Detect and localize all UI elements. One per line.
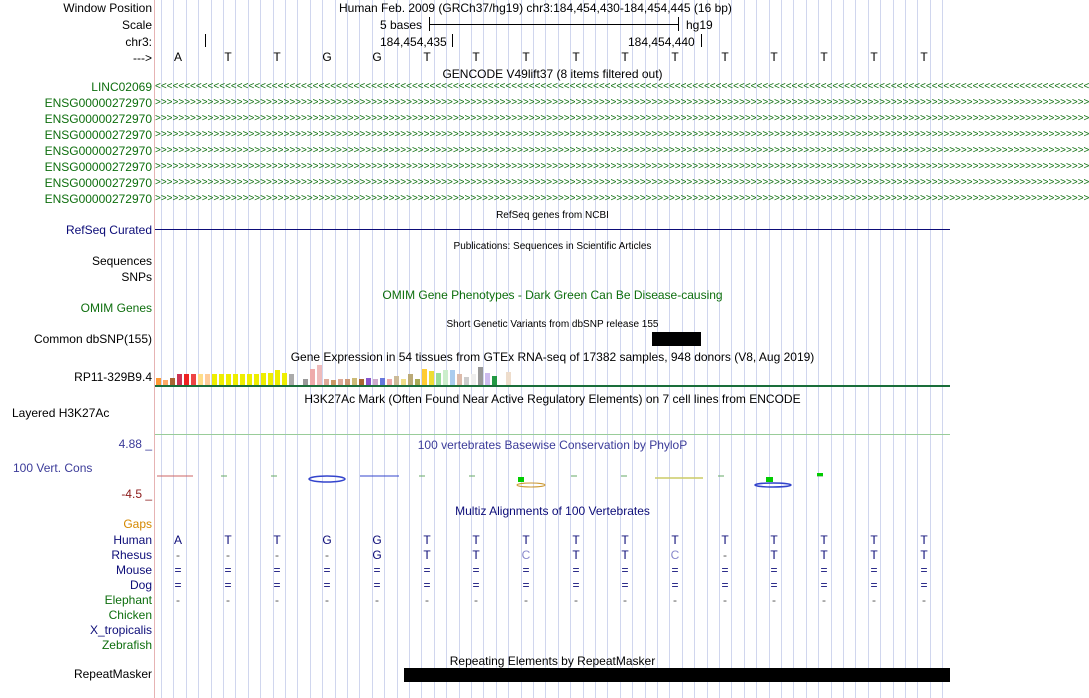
alignment-base: -	[325, 548, 329, 562]
gtex-tissue-bar[interactable]	[317, 365, 322, 385]
omim-track-label[interactable]: OMIM Genes	[80, 301, 152, 315]
alignment-base: T	[820, 548, 828, 562]
h3k27ac-track-label[interactable]: Layered H3K27Ac	[12, 406, 110, 420]
gtex-tissue-bar[interactable]	[492, 376, 497, 385]
alignment-base: T	[572, 533, 580, 547]
alignment-base: =	[522, 578, 530, 592]
gtex-tissue-bar[interactable]	[478, 367, 483, 385]
alignment-base: -	[772, 593, 776, 607]
repeatmasker-track-label[interactable]: RepeatMasker	[73, 667, 152, 681]
gtex-baseline	[155, 385, 950, 387]
alignment-base: =	[423, 563, 431, 577]
scale-bar	[429, 24, 678, 25]
alignment-base: G	[322, 533, 332, 547]
alignment-base: T	[423, 548, 431, 562]
alignment-base: =	[522, 563, 530, 577]
alignment-base: =	[472, 578, 480, 592]
gtex-tissue-bar[interactable]	[261, 373, 266, 385]
conservation-min-label: -4.5 _	[121, 487, 152, 501]
alignment-base: =	[770, 578, 778, 592]
scale-label: Scale	[121, 18, 152, 32]
scale-bar-right-tick	[678, 17, 679, 31]
gtex-tissue-bar[interactable]	[177, 374, 182, 385]
gtex-tissue-bar[interactable]	[429, 371, 434, 385]
alignment-base: =	[820, 578, 828, 592]
gtex-expression-bars[interactable]	[156, 365, 536, 385]
ruler-tick-major	[205, 34, 206, 47]
conservation-track-title[interactable]: 100 vertebrates Basewise Conservation by PhyloP	[417, 438, 688, 452]
alignment-base: -	[226, 548, 230, 562]
gtex-tissue-bar[interactable]	[212, 374, 217, 385]
sequence-base: A	[173, 50, 182, 64]
gene-model-line[interactable]: >>>>>>>>>>>>>>>>>>>>>>>>>>>>>>>>>>>>>>>>>>>>>>>>>>>>>>>>>>>>>>>>>>>>>>>>>>>>>>>>>>>>>>>>>>>>>>>>>>>>>>>>>>>>>>>>>>>>>>>>>>>>>>>>>>>>>>>>>>>>>>>>>>>>>>>>>>>>>>>>	[155, 177, 1089, 188]
strand-arrow-label: --->	[133, 51, 152, 65]
gene-model-line[interactable]: <<<<<<<<<<<<<<<<<<<<<<<<<<<<<<<<<<<<<<<<<<<<<<<<<<<<<<<<<<<<<<<<<<<<<<<<<<<<<<<<<<<<<<<<<<<<<<<<<<<<<<<<<<<<<<<<<<<<<<<<<<<<<<<<<<<<<<<<<<<<<<<<<<<<<<<<<<<<<<<<	[155, 81, 1089, 92]
ruler-tick-major	[701, 34, 702, 47]
alignment-base: -	[325, 593, 329, 607]
alignment-base: =	[273, 563, 281, 577]
scale-assembly: hg19	[686, 18, 713, 32]
alignment-base: C	[670, 548, 680, 562]
alignment-base: =	[323, 563, 331, 577]
alignment-base: =	[721, 578, 729, 592]
alignment-base: T	[621, 548, 629, 562]
gtex-tissue-bar[interactable]	[366, 378, 371, 385]
gtex-tissue-bar[interactable]	[247, 374, 252, 385]
alignment-base: =	[323, 578, 331, 592]
alignment-base: C	[521, 548, 531, 562]
gtex-tissue-bar[interactable]	[156, 378, 161, 385]
gtex-tissue-bar[interactable]	[219, 374, 224, 385]
alignment-base: T	[721, 533, 729, 547]
alignment-base: -	[226, 593, 230, 607]
gtex-track-label[interactable]: RP11-329B9.4	[74, 370, 152, 384]
multiz-track-title[interactable]: Multiz Alignments of 100 Vertebrates	[455, 504, 650, 518]
alignment-base: =	[224, 578, 232, 592]
h3k27ac-track-title[interactable]: H3K27Ac Mark (Often Found Near Active Regulatory Elements) on 7 cell lines from ENCODE	[304, 392, 801, 406]
gtex-tissue-bar[interactable]	[191, 374, 196, 385]
publications-snps-label[interactable]: SNPs	[121, 270, 152, 284]
multiz-species-label[interactable]: X_tropicalis	[89, 623, 152, 637]
gtex-tissue-bar[interactable]	[380, 378, 385, 385]
gene-model-line[interactable]: >>>>>>>>>>>>>>>>>>>>>>>>>>>>>>>>>>>>>>>>>>>>>>>>>>>>>>>>>>>>>>>>>>>>>>>>>>>>>>>>>>>>>>>>>>>>>>>>>>>>>>>>>>>>>>>>>>>>>>>>>>>>>>>>>>>>>>>>>>>>>>>>>>>>>>>>>>>>>>>>	[155, 161, 1089, 172]
gtex-tissue-bar[interactable]	[471, 374, 476, 385]
track-label-column	[0, 0, 154, 698]
sequence-base: T	[870, 50, 878, 64]
alignment-base: -	[275, 593, 279, 607]
conservation-max-label: 4.88 _	[118, 437, 152, 451]
alignment-base: -	[176, 593, 180, 607]
alignment-base: =	[721, 563, 729, 577]
alignment-base: -	[474, 593, 478, 607]
alignment-base: T	[920, 533, 928, 547]
refseq-gene-line[interactable]	[155, 229, 950, 230]
sequence-base: G	[322, 50, 332, 64]
sequence-base: T	[522, 50, 530, 64]
conservation-track-label[interactable]: 100 Vert. Cons	[13, 461, 93, 475]
multiz-species-label[interactable]: Dog	[129, 578, 152, 592]
refseq-track-label[interactable]: RefSeq Curated	[65, 223, 152, 237]
alignment-base: T	[273, 533, 281, 547]
gtex-tissue-bar[interactable]	[282, 373, 287, 385]
alignment-base: -	[723, 593, 727, 607]
browser-image[interactable]	[155, 0, 1089, 698]
gene-model-line[interactable]: >>>>>>>>>>>>>>>>>>>>>>>>>>>>>>>>>>>>>>>>>>>>>>>>>>>>>>>>>>>>>>>>>>>>>>>>>>>>>>>>>>>>>>>>>>>>>>>>>>>>>>>>>>>>>>>>>>>>>>>>>>>>>>>>>>>>>>>>>>>>>>>>>>>>>>>>>>>>>>>>	[155, 113, 1089, 124]
gene-model-line[interactable]: >>>>>>>>>>>>>>>>>>>>>>>>>>>>>>>>>>>>>>>>>>>>>>>>>>>>>>>>>>>>>>>>>>>>>>>>>>>>>>>>>>>>>>>>>>>>>>>>>>>>>>>>>>>>>>>>>>>>>>>>>>>>>>>>>>>>>>>>>>>>>>>>>>>>>>>>>>>>>>>>	[155, 193, 1089, 204]
gtex-tissue-bar[interactable]	[450, 370, 455, 385]
alignment-base: -	[623, 593, 627, 607]
ruler-tick-major	[452, 34, 453, 47]
repeat-element-block[interactable]	[404, 668, 950, 682]
dbsnp-track-title[interactable]: Short Genetic Variants from dbSNP release 155	[446, 319, 659, 330]
multiz-gaps-label: Gaps	[123, 517, 152, 531]
gtex-tissue-bar[interactable]	[464, 377, 469, 385]
multiz-species-label[interactable]: Chicken	[108, 608, 152, 622]
gtex-tissue-bar[interactable]	[198, 374, 203, 385]
alignment-base: A	[173, 533, 182, 547]
scale-text: 5 bases	[380, 18, 423, 32]
gtex-tissue-bar[interactable]	[205, 374, 210, 385]
gtex-tissue-bar[interactable]	[352, 378, 357, 385]
sequence-base: T	[671, 50, 679, 64]
alignment-base: =	[671, 578, 679, 592]
alignment-base: -	[176, 548, 180, 562]
gene-model-line[interactable]: >>>>>>>>>>>>>>>>>>>>>>>>>>>>>>>>>>>>>>>>>>>>>>>>>>>>>>>>>>>>>>>>>>>>>>>>>>>>>>>>>>>>>>>>>>>>>>>>>>>>>>>>>>>>>>>>>>>>>>>>>>>>>>>>>>>>>>>>>>>>>>>>>>>>>>>>>>>>>>>>	[155, 97, 1089, 108]
gtex-tissue-bar[interactable]	[170, 378, 175, 385]
gtex-tissue-bar[interactable]	[254, 374, 259, 385]
alignment-base: =	[572, 578, 580, 592]
gencode-gene-label[interactable]: ENSG00000272970	[44, 192, 152, 206]
gene-model-line[interactable]: >>>>>>>>>>>>>>>>>>>>>>>>>>>>>>>>>>>>>>>>>>>>>>>>>>>>>>>>>>>>>>>>>>>>>>>>>>>>>>>>>>>>>>>>>>>>>>>>>>>>>>>>>>>>>>>>>>>>>>>>>>>>>>>>>>>>>>>>>>>>>>>>>>>>>>>>>>>>>>>>	[155, 145, 1089, 156]
alignment-base: -	[822, 593, 826, 607]
alignment-base: G	[372, 548, 382, 562]
chrom-label: chr3:	[125, 35, 152, 49]
alignment-base: =	[920, 563, 928, 577]
alignment-base: -	[425, 593, 429, 607]
alignment-base: =	[174, 578, 182, 592]
alignment-base: -	[922, 593, 926, 607]
gtex-tissue-bar[interactable]	[394, 376, 399, 385]
h3k27ac-signal-baseline	[155, 434, 950, 435]
gene-model-line[interactable]: >>>>>>>>>>>>>>>>>>>>>>>>>>>>>>>>>>>>>>>>>>>>>>>>>>>>>>>>>>>>>>>>>>>>>>>>>>>>>>>>>>>>>>>>>>>>>>>>>>>>>>>>>>>>>>>>>>>>>>>>>>>>>>>>>>>>>>>>>>>>>>>>>>>>>>>>>>>>>>>>	[155, 129, 1089, 140]
gencode-gene-label[interactable]: ENSG00000272970	[44, 160, 152, 174]
alignment-base: =	[423, 578, 431, 592]
alignment-base: -	[723, 548, 727, 562]
alignment-base: =	[621, 578, 629, 592]
gtex-tissue-bar[interactable]	[443, 370, 448, 385]
gtex-tissue-bar[interactable]	[233, 374, 238, 385]
sequence-base: T	[820, 50, 828, 64]
gtex-tissue-bar[interactable]	[289, 374, 294, 385]
alignment-base: G	[372, 533, 382, 547]
alignment-base: =	[273, 578, 281, 592]
alignment-base: T	[870, 548, 878, 562]
alignment-base: T	[671, 533, 679, 547]
alignment-base: T	[522, 533, 530, 547]
sequence-base: T	[920, 50, 928, 64]
conservation-signal[interactable]	[155, 468, 950, 492]
alignment-base: T	[472, 533, 480, 547]
sequence-base: G	[372, 50, 382, 64]
alignment-base: -	[574, 593, 578, 607]
alignment-base: =	[373, 578, 381, 592]
alignment-base: -	[275, 548, 279, 562]
alignment-base: -	[872, 593, 876, 607]
alignment-base: =	[870, 563, 878, 577]
gtex-track-title[interactable]: Gene Expression in 54 tissues from GTEx RNA-seq of 17382 samples, 948 donors (V8, Aug 2019)	[290, 350, 815, 364]
alignment-base: =	[572, 563, 580, 577]
gencode-gene-label[interactable]: ENSG00000272970	[44, 96, 152, 110]
refseq-track-title[interactable]: RefSeq genes from NCBI	[496, 210, 609, 221]
gencode-gene-label[interactable]: ENSG00000272970	[44, 128, 152, 142]
alignment-base: T	[224, 533, 232, 547]
sequence-base: T	[472, 50, 480, 64]
snp-feature-block[interactable]	[652, 332, 701, 346]
window-position-label: Window Position	[63, 1, 152, 15]
alignment-base: T	[472, 548, 480, 562]
gtex-tissue-bar[interactable]	[485, 373, 490, 385]
gtex-tissue-bar[interactable]	[184, 374, 189, 385]
alignment-base: =	[820, 563, 828, 577]
sequence-base: T	[423, 50, 431, 64]
gtex-tissue-bar[interactable]	[457, 374, 462, 385]
publications-track-title[interactable]: Publications: Sequences in Scientific Articles	[453, 241, 652, 252]
alignment-base: =	[920, 578, 928, 592]
alignment-base: =	[671, 563, 679, 577]
alignment-base: -	[375, 593, 379, 607]
ruler-coord-1: 184,454,435	[380, 35, 447, 49]
multiz-species-label[interactable]: Human	[113, 533, 152, 547]
alignment-base: T	[423, 533, 431, 547]
alignment-base: -	[524, 593, 528, 607]
multiz-species-label[interactable]: Zebrafish	[101, 638, 152, 652]
publications-sequences-label[interactable]: Sequences	[91, 254, 152, 268]
sequence-base: T	[224, 50, 232, 64]
alignment-base: =	[174, 563, 182, 577]
sequence-base: T	[621, 50, 629, 64]
alignment-base: =	[870, 578, 878, 592]
gencode-gene-label[interactable]: ENSG00000272970	[44, 176, 152, 190]
multiz-species-label[interactable]: Mouse	[115, 563, 152, 577]
gencode-track-title[interactable]: GENCODE V49lift37 (8 items filtered out)	[442, 67, 663, 81]
gtex-tissue-bar[interactable]	[506, 372, 511, 385]
alignment-base: =	[621, 563, 629, 577]
alignment-base: T	[870, 533, 878, 547]
alignment-base: =	[472, 563, 480, 577]
gtex-tissue-bar[interactable]	[436, 373, 441, 385]
sequence-base: T	[572, 50, 580, 64]
alignment-base: T	[621, 533, 629, 547]
gtex-tissue-bar[interactable]	[240, 374, 245, 385]
multiz-species-label[interactable]: Elephant	[104, 593, 152, 607]
ruler-coord-2: 184,454,440	[628, 35, 695, 49]
sequence-base: T	[770, 50, 778, 64]
alignment-base: =	[224, 563, 232, 577]
gencode-gene-label[interactable]: LINC02069	[91, 80, 152, 94]
alignment-base: T	[820, 533, 828, 547]
multiz-species-label[interactable]: Rhesus	[111, 548, 152, 562]
repeatmasker-track-title[interactable]: Repeating Elements by RepeatMasker	[449, 654, 656, 668]
omim-track-title[interactable]: OMIM Gene Phenotypes - Dark Green Can Be Disease-causing	[382, 288, 723, 302]
sequence-base: T	[721, 50, 729, 64]
dbsnp-track-label[interactable]: Common dbSNP(155)	[33, 332, 152, 346]
gtex-tissue-bar[interactable]	[226, 374, 231, 385]
alignment-base: T	[770, 533, 778, 547]
alignment-base: -	[673, 593, 677, 607]
gtex-tissue-bar[interactable]	[268, 373, 273, 385]
sequence-base: T	[273, 50, 281, 64]
alignment-base: T	[572, 548, 580, 562]
gtex-tissue-bar[interactable]	[422, 369, 427, 385]
alignment-base: =	[373, 563, 381, 577]
gtex-tissue-bar[interactable]	[275, 370, 280, 385]
window-position-text: Human Feb. 2009 (GRCh37/hg19) chr3:184,454,430-184,454,445 (16 bp)	[339, 1, 732, 15]
alignment-base: T	[770, 548, 778, 562]
alignment-base: T	[920, 548, 928, 562]
gencode-gene-label[interactable]: ENSG00000272970	[44, 112, 152, 126]
alignment-base: =	[770, 563, 778, 577]
gencode-gene-label[interactable]: ENSG00000272970	[44, 144, 152, 158]
gtex-tissue-bar[interactable]	[310, 369, 315, 385]
gtex-tissue-bar[interactable]	[408, 374, 413, 385]
